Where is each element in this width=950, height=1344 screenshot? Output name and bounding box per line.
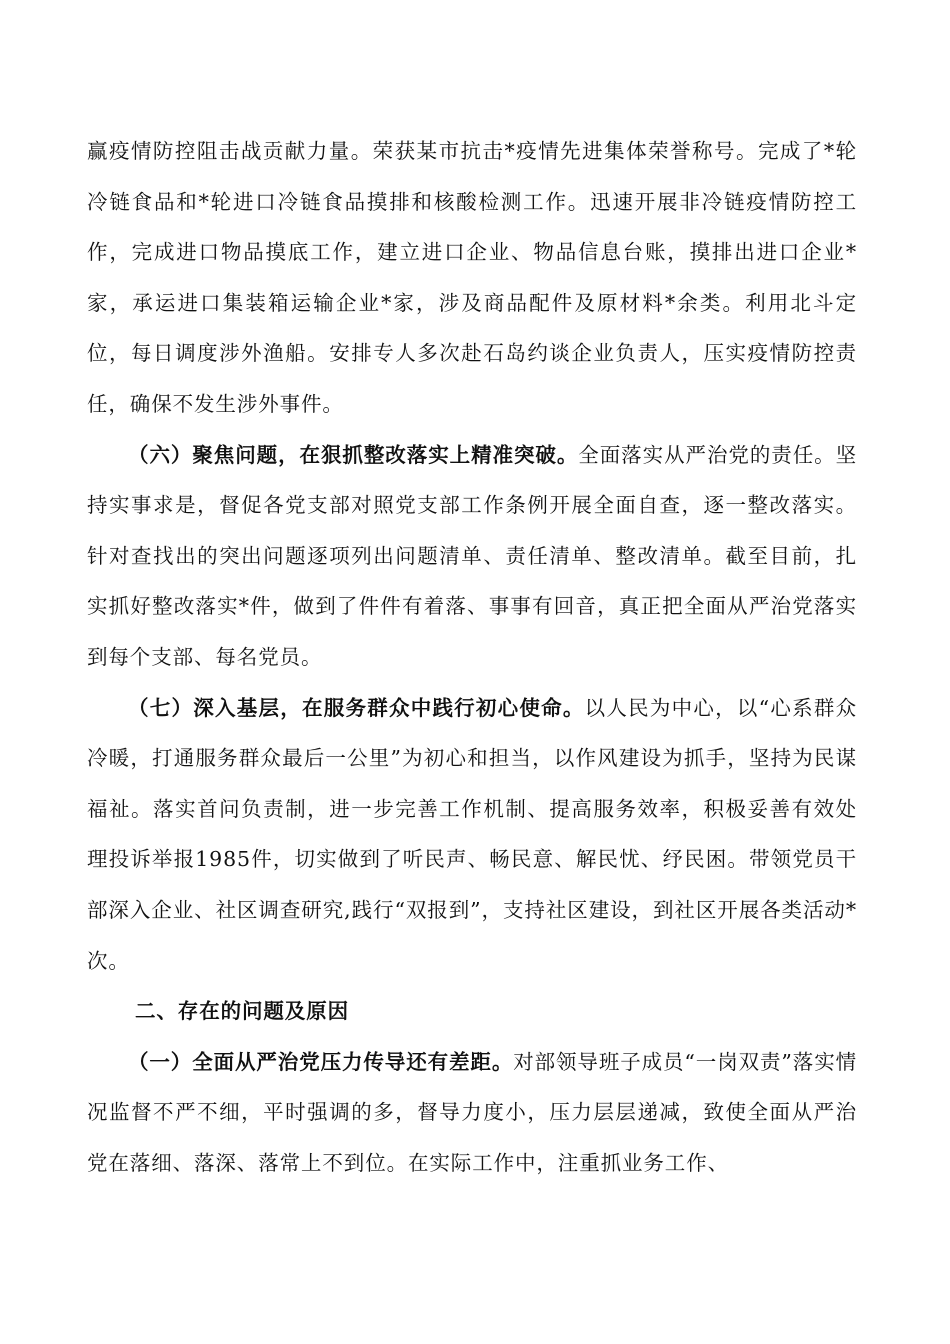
paragraph-heading: （一）全面从严治党压力传导还有差距。 <box>128 1049 514 1074</box>
paragraph-serving-masses <box>87 683 857 987</box>
section-heading: 二、存在的问题及原因 <box>135 999 349 1024</box>
paragraph-text: 全面落实从严治党的责任。坚持实事求是，督促各党支部对照党支部工作条例开展全面自查，逐一整改落实。针对查找出的突出问题逐项列出问题清单、责任清单、整改清单。截至目前，扎实抓好整改落实*件，做到了件件有着落、事事有回音，真正把全面从严治党落实到每个支部、每名党员。 <box>87 442 858 669</box>
paragraph-text: 赢疫情防控阻击战贡献力量。荣获某市抗击*疫情先进集体荣誉称号。完成了*轮冷链食品和*轮进口冷链食品摸排和核酸检测工作。迅速开展非冷链疫情防控工作，完成进口物品摸底工作，建立进口企业、物品信息台账，摸排出进口企业*家，承运进口集装箱运输企业*家，涉及商品配件及原材料*余类。利用北斗定位，每日调度涉外渔船。安排专人多次赴石岛约谈企业负责人，压实疫情防控责任，确保不发生涉外事件。 <box>87 139 857 416</box>
paragraph-heading: （六）聚焦问题，在狠抓整改落实上精准突破。 <box>128 442 579 467</box>
paragraph-text: 以人民为中心，以“心系群众冷暖，打通服务群众最后一公里”为初心和担当，以作风建设为抓手，坚持为民谋福祉。落实首问负责制，进一步完善工作机制、提高服务效率，积极妥善有效处理投诉举报1985件，切实做到了听民声、畅民意、解民忧、纾民困。带领党员干部深入企业、社区调查研究,践行“双报到”，支持社区建设，到社区开展各类活动*次。 <box>87 695 857 973</box>
paragraph-pressure-transmission <box>87 1037 857 1189</box>
paragraph-heading: （七）深入基层，在服务群众中践行初心使命。 <box>128 695 585 720</box>
paragraph-epidemic-control <box>87 126 857 430</box>
paragraph-text: 对部领导班子成员“一岗双责”落实情况监督不严不细，平时强调的多，督导力度小，压力层层递减，致使全面从严治党在落细、落深、落常上不到位。在实际工作中，注重抓业务工作、 <box>87 1049 857 1175</box>
paragraph-rectification <box>87 430 857 683</box>
document-page <box>87 126 857 1188</box>
